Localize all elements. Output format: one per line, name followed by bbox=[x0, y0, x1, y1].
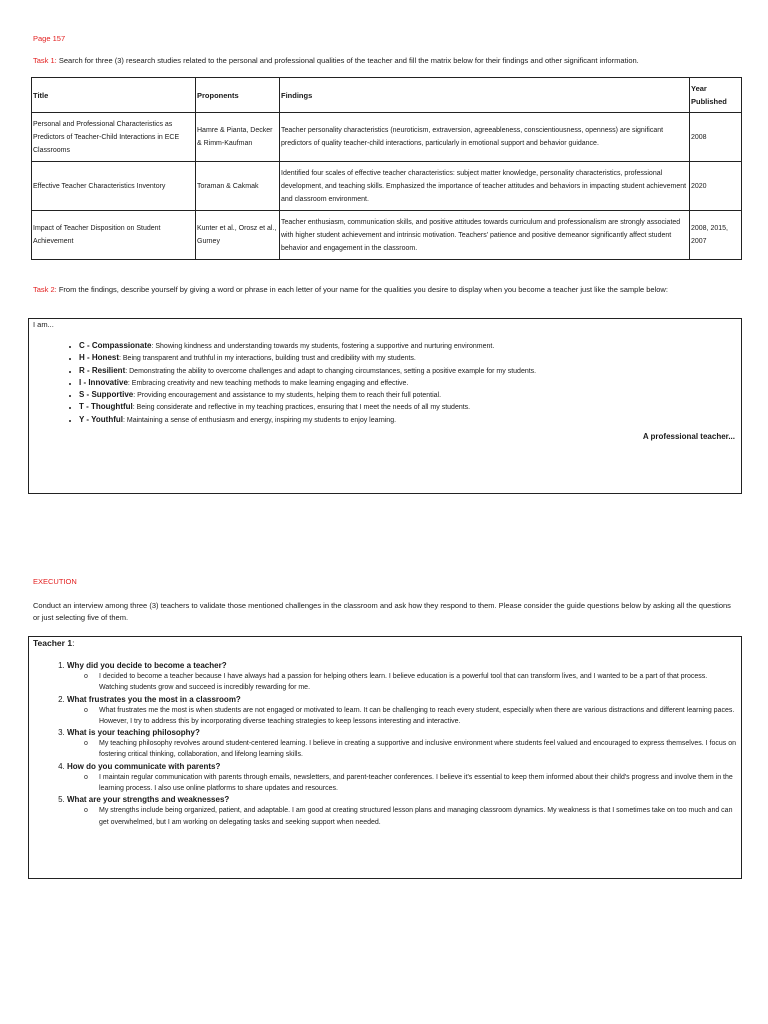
cell-title: Personal and Professional Characteristics as Predictors of Teacher-Child Interactions in ECE Classrooms bbox=[32, 113, 196, 162]
quality-desc: : Being considerate and reflective in my teaching practices, ensuring that I meet the needs of all my students. bbox=[132, 404, 471, 412]
table-row bbox=[32, 211, 742, 260]
teacher-label-colon: : bbox=[72, 638, 75, 648]
answer-text: What frustrates me the most is when students are not engaged or motivated to learn. It can be challenging to reach every student, especially when there are various distractions and different learning paces. However, I try to address this by incorporating diverse teaching strategies to keep lessons interesting and interactive. bbox=[99, 706, 735, 725]
closing-phrase: A professional teacher... bbox=[642, 432, 735, 441]
task2-text: From the findings, describe yourself by giving a word or phrase in each letter of your name for the qualities you desire to display when you become a teacher just like the sample below: bbox=[56, 285, 668, 294]
answer-item bbox=[84, 738, 737, 761]
quality-desc: : Embracing creativity and new teaching methods to make learning engaging and effective. bbox=[127, 379, 409, 387]
quality-desc: : Showing kindness and understanding towards my students, fostering a supportive and nurturing environment. bbox=[151, 343, 495, 350]
quality-term: R - Resilient bbox=[79, 365, 126, 375]
quality-term: S - Supportive bbox=[79, 390, 134, 400]
table-row bbox=[32, 162, 742, 211]
answer-text: I decided to become a teacher because I have always had a passion for helping others learn. I believe education is a powerful tool that can transform lives, and I wanted to be a part of that process. Watching students grow and succeed is incredibly rewarding for me. bbox=[99, 673, 708, 692]
answer-text: My teaching philosophy revolves around student-centered learning. I believe in creating a supportive and inclusive environment where students feel valued and encouraged to express themselves. I focus on fostering critical thinking, collaboration, and lifelong learning skills. bbox=[99, 740, 736, 759]
answer-text: I maintain regular communication with parents through emails, newsletters, and parent-teacher conferences. I believe it's essential to keep them informed about their child's progress and involve them in the learning process. I also use online platforms to share updates and resources. bbox=[99, 773, 733, 793]
list-item bbox=[79, 389, 536, 401]
answer-item bbox=[84, 805, 737, 828]
quality-list bbox=[66, 340, 536, 426]
cell-findings: Identified four scales of effective teacher characteristics: subject matter knowledge, personality characteristics, professional development, and teaching skills. Emphasized the importance of teacher attitudes and behaviors in impacting student achievement and classroom environment. bbox=[280, 162, 690, 211]
quality-desc: : Maintaining a sense of enthusiasm and energy, inspiring my students to enjoy learning. bbox=[123, 416, 397, 424]
list-item bbox=[79, 377, 536, 389]
teacher-name: Teacher 1 bbox=[33, 638, 73, 648]
header-year: Year Published bbox=[690, 78, 742, 113]
question-item bbox=[67, 761, 737, 795]
question-item bbox=[67, 794, 737, 828]
execution-heading: EXECUTION bbox=[33, 577, 77, 586]
question-text: 3. What is your teaching philosophy? bbox=[67, 728, 200, 738]
cell-proponents: Kunter et al., Orosz et al., Gurney bbox=[196, 211, 280, 260]
cell-findings: Teacher enthusiasm, communication skills, and positive attitudes towards curriculum and professionalism are strongly associated with higher student achievement and intrinsic motivation. Teachers' patience and positive demeanor significantly affect student behavior and engagement in the classroom. bbox=[280, 211, 690, 260]
list-item bbox=[79, 365, 536, 377]
cell-year: 2020 bbox=[690, 162, 742, 211]
cell-findings: Teacher personality characteristics (neuroticism, extraversion, agreeableness, conscientiousness, openness) are significant predictors of quality teacher-child interactions, particularly in emotional support and behavior guidance. bbox=[280, 113, 690, 162]
quality-term: H - Honest bbox=[79, 353, 119, 363]
interview-questions bbox=[51, 660, 737, 828]
list-item bbox=[79, 352, 536, 364]
teacher-interview-box bbox=[28, 636, 742, 879]
matrix-header-row bbox=[32, 78, 742, 113]
iam-intro: I am... bbox=[33, 320, 54, 329]
task2-instructions bbox=[33, 284, 733, 296]
bullet-icon: o bbox=[84, 807, 88, 815]
task1-text: Search for three (3) research studies related to the personal and professional qualities of the teacher and fill the matrix below for their findings and other significant information. bbox=[56, 56, 639, 65]
quality-term: Y - Youthful bbox=[79, 414, 123, 424]
list-item bbox=[79, 340, 536, 352]
quality-term: C - Compassionate bbox=[79, 341, 152, 350]
bullet-icon: o bbox=[84, 706, 88, 714]
teacher-label bbox=[33, 638, 74, 648]
execution-instructions: Conduct an interview among three (3) teachers to validate those mentioned challenges in the classroom and ask how they respond to them. Please consider the guide questions below by asking all the questions or just selecting five of them. bbox=[33, 601, 731, 622]
cell-year: 2008, 2015, 2007 bbox=[690, 211, 742, 260]
cell-proponents: Toraman & Cakmak bbox=[196, 162, 280, 211]
cell-proponents: Hamre & Pianta, Decker & Rimm-Kaufman bbox=[196, 113, 280, 162]
question-text: 4. How do you communicate with parents? bbox=[67, 761, 221, 771]
name-acrostic-box bbox=[28, 318, 742, 494]
question-item bbox=[67, 727, 737, 761]
header-findings: Findings bbox=[280, 78, 690, 113]
bullet-icon: o bbox=[84, 740, 88, 748]
answer-item bbox=[84, 671, 737, 694]
research-matrix bbox=[31, 77, 742, 260]
task1-label: Task 1: bbox=[33, 56, 57, 65]
table-row bbox=[32, 113, 742, 162]
bullet-icon: o bbox=[84, 773, 88, 781]
task1-instructions bbox=[33, 55, 743, 67]
question-text: 2. What frustrates you the most in a classroom? bbox=[67, 694, 241, 704]
answer-item bbox=[84, 705, 737, 728]
quality-term: I - Innovative bbox=[79, 377, 128, 387]
question-text: 5. What are your strengths and weaknesses? bbox=[67, 795, 230, 805]
quality-desc: : Being transparent and truthful in my interactions, building trust and credibility with my students. bbox=[119, 355, 416, 363]
bullet-icon: o bbox=[84, 673, 88, 680]
question-item bbox=[67, 694, 737, 728]
answer-text: My strengths include being organized, patient, and adaptable. I am good at creating structured lesson plans and managing classroom dynamics. My weakness is that I sometimes take on too much and can get overwhelmed, but I am working on delegating tasks and seeking support when needed. bbox=[99, 807, 733, 826]
page-number: Page 157 bbox=[33, 34, 66, 43]
quality-desc: : Demonstrating the ability to overcome challenges and adapt to changing circumstances, setting a positive example for my students. bbox=[125, 367, 537, 375]
cell-title: Impact of Teacher Disposition on Student Achievement bbox=[32, 211, 196, 260]
header-proponents: Proponents bbox=[196, 78, 280, 113]
question-text: 1. Why did you decide to become a teacher? bbox=[67, 661, 227, 670]
list-item bbox=[79, 414, 536, 426]
quality-term: T - Thoughtful bbox=[79, 402, 133, 412]
quality-desc: : Providing encouragement and assistance to my students, helping them to reach their full potential. bbox=[133, 392, 442, 400]
answer-item bbox=[84, 772, 737, 795]
list-item bbox=[79, 401, 536, 413]
task2-label: Task 2: bbox=[33, 285, 57, 294]
header-title: Title bbox=[32, 78, 196, 113]
cell-year: 2008 bbox=[690, 113, 742, 162]
question-item bbox=[67, 660, 737, 694]
cell-title: Effective Teacher Characteristics Inventory bbox=[32, 162, 196, 211]
